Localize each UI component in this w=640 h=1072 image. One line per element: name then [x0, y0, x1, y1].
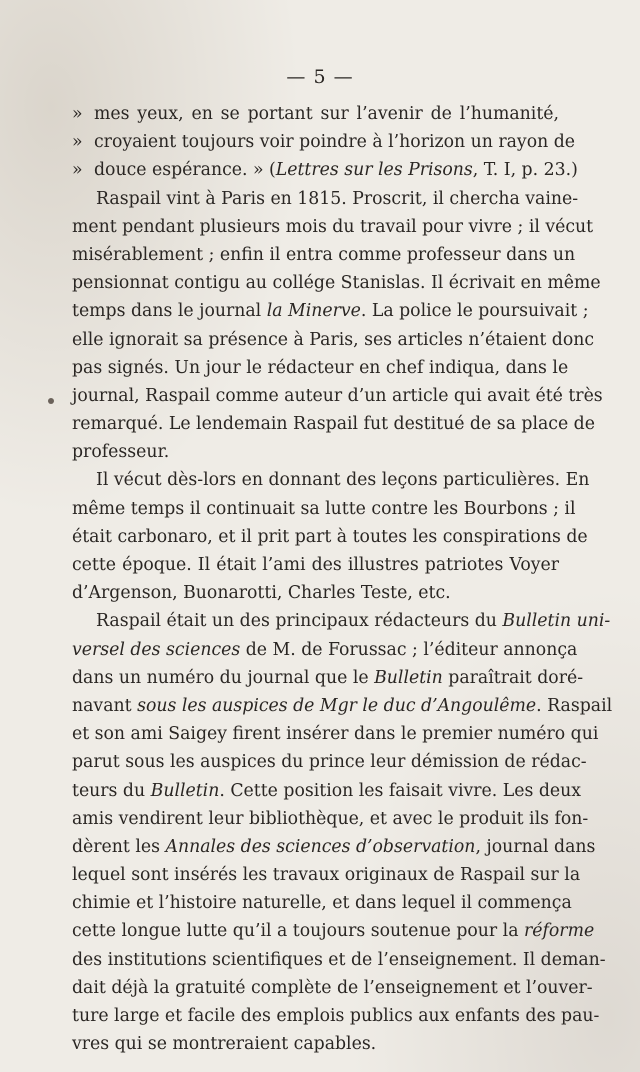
line-text: des institutions scientifiques et de l’enseignement. Il deman- [72, 949, 606, 970]
body-text [72, 100, 613, 1058]
text-line [72, 720, 599, 748]
text-line [72, 805, 589, 833]
line-text: misérablement ; enfin il entra comme professeur dans un [72, 244, 576, 265]
text-line [72, 664, 584, 692]
line-text: pas signés. Un jour le rédacteur en chef indiqua, dans le [72, 357, 569, 378]
italic-title: Bulletin [150, 780, 220, 801]
line-text: Il vécut dès-lors en donnant des leçons particulières. En [96, 470, 590, 491]
line-text: . Raspail [536, 695, 613, 716]
text-line [72, 495, 576, 523]
line-text: professeur. [72, 442, 170, 463]
text-line [72, 100, 559, 128]
line-text: vres qui se montreraient capables. [72, 1034, 377, 1055]
line-text: amis vendirent leur bibliothèque, et avec le produit ils fon- [72, 808, 589, 829]
text-line [72, 156, 578, 184]
italic-title: Bulletin [374, 667, 443, 688]
italic-title: réforme [524, 921, 595, 942]
text-line [72, 326, 595, 354]
line-text: paraîtrait doré- [442, 667, 584, 688]
italic-title: la Minerve [266, 301, 361, 322]
line-text: teurs du [72, 780, 151, 801]
italic-title: versel des sciences [72, 639, 241, 660]
line-text: parut sous les auspices du prince leur démission de rédac- [72, 752, 587, 773]
line-text: . La police le poursuivait ; [360, 301, 589, 322]
line-text: journal, Raspail comme auteur d’un article qui avait été très [72, 385, 603, 406]
line-text: chimie et l’histoire naturelle, et dans lequel il commença [72, 893, 572, 914]
text-line [72, 636, 578, 664]
line-text: cette époque. Il était l’ami des illustres patriotes Voyer [72, 555, 559, 575]
line-text: , journal dans [475, 836, 596, 857]
italic-title: Annales des sciences d’observation [165, 836, 476, 857]
line-text: Raspail était un des principaux rédacteurs du [96, 611, 503, 632]
line-text: dèrent les [72, 836, 166, 857]
line-text: de M. de Forussac ; l’éditeur annonça [240, 639, 578, 660]
text-line [72, 607, 611, 635]
italic-title: Lettres sur les Prisons [275, 160, 473, 181]
text-line [72, 889, 572, 917]
text-line [72, 185, 579, 213]
quote-mark: » [72, 132, 83, 153]
text-line [72, 466, 590, 494]
line-text: d’Argenson, Buonarotti, Charles Teste, etc. [72, 583, 451, 604]
line-text: remarqué. Le lendemain Raspail fut destitué de sa place de [72, 414, 595, 435]
line-text: dans un numéro du journal que le [72, 667, 375, 688]
line-text: ment pendant plusieurs mois du travail pour vivre ; il vécut [72, 216, 594, 237]
line-text: Raspail vint à Paris en 1815. Proscrit, il chercha vaine- [96, 188, 579, 209]
text-line [72, 410, 595, 438]
text-line [72, 974, 593, 1002]
line-text: était carbonaro, et il prit part à toutes les conspirations de [72, 526, 588, 547]
text-line [72, 354, 569, 382]
line-text: temps dans le journal [72, 301, 267, 322]
text-line [72, 917, 595, 945]
text-line [72, 946, 606, 974]
text-line [72, 382, 603, 410]
line-text: dait déjà la gratuité complète de l’enseignement et l’ouver- [72, 977, 593, 998]
line-text: cette longue lutte qu’il a toujours soutenue pour la [72, 921, 525, 942]
quote-mark: » [72, 160, 83, 181]
text-line [72, 1002, 600, 1030]
text-line [72, 551, 559, 579]
line-text: lequel sont insérés les travaux originaux de Raspail sur la [72, 865, 581, 886]
text-line [72, 241, 576, 269]
text-line [72, 213, 594, 241]
text-line [72, 523, 588, 551]
line-text: pensionnat contigu au collége Stanislas. Il écrivait en même [72, 273, 601, 294]
text-line [72, 833, 596, 861]
quote-mark: » [72, 104, 83, 124]
text-line [72, 128, 576, 156]
line-text: et son ami Saigey firent insérer dans le premier numéro qui [72, 724, 599, 745]
text-line [72, 748, 587, 776]
line-text: croyaient toujours voir poindre à l’horizon un rayon de [94, 132, 576, 153]
text-line [72, 861, 581, 889]
line-text: douce espérance. » ( [94, 160, 276, 181]
line-text: . Cette position les faisait vivre. Les deux [219, 780, 581, 801]
text-line [72, 438, 559, 466]
line-text: mes yeux, en se portant sur l’avenir de l’humanité, [94, 104, 559, 124]
text-line [72, 777, 581, 805]
line-text: elle ignorait sa présence à Paris, ses articles n’étaient donc [72, 329, 595, 350]
line-text: ture large et facile des emplois publics aux enfants des pau- [72, 1006, 600, 1026]
italic-title: sous les auspices de Mgr le duc d’Angoulême [137, 695, 537, 716]
text-line [72, 1030, 559, 1058]
line-text: , T. I, p. 23.) [472, 160, 578, 181]
text-line [72, 579, 559, 607]
italic-title: Bulletin uni- [502, 611, 611, 632]
text-line [72, 297, 589, 325]
line-text: même temps il continuait sa lutte contre les Bourbons ; il [72, 498, 576, 519]
line-text: navant [72, 695, 138, 716]
text-line [72, 692, 613, 720]
page-number: — 5 — [286, 66, 354, 88]
text-line [72, 269, 601, 297]
